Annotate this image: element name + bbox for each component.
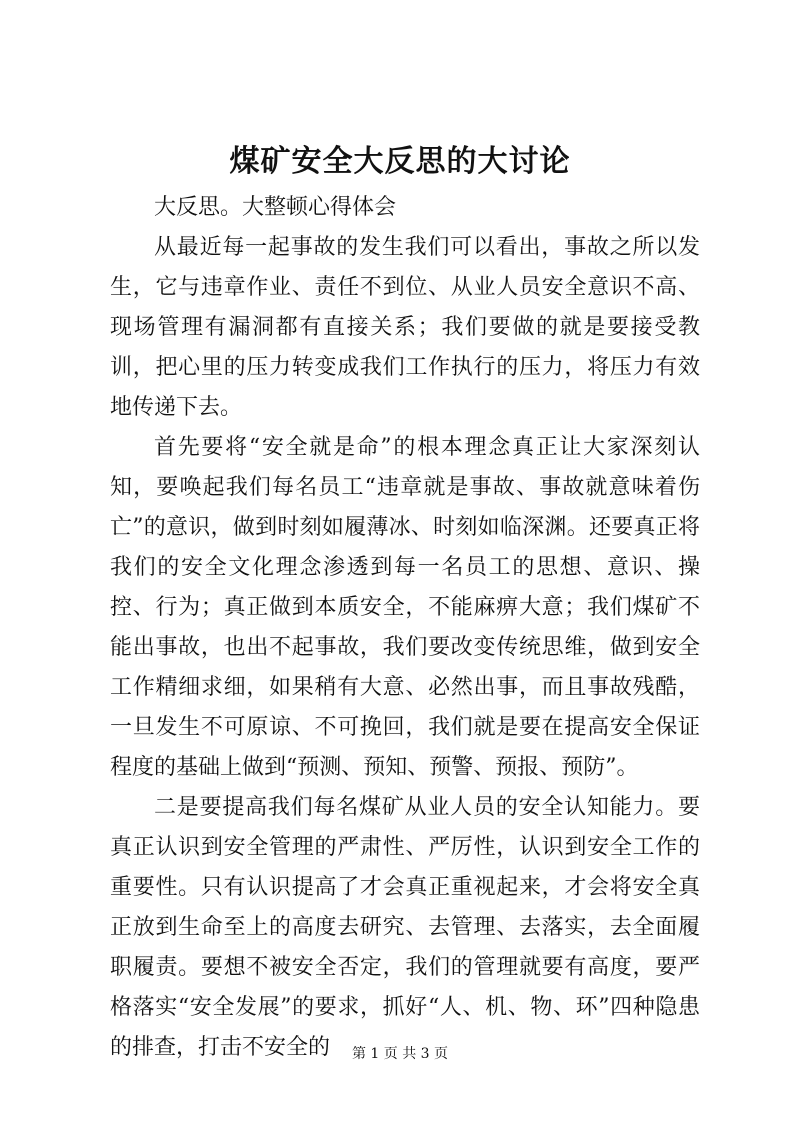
paragraph-2: 首先要将“安全就是命”的根本理念真正让大家深刻认知，要唤起我们每名员工“违章就是事故、事故就意味着伤亡”的意识，做到时刻如履薄冰、时刻如临深渊。还要真正将我们的安全文化理念渗透到每一名员工的思想、意识、操控、行为；真正做到本质安全，不能麻痹大意；我们煤矿不能出事故，也出不起事故，我们要改变传统思维，做到安全工作精细求细，如果稍有大意、必然出事，而且事故残酷，一旦发生不可原谅、不可挽回，我们就是要在提高安全保证程度的基础上做到“预测、预知、预警、预报、预防”。 <box>110 435 700 780</box>
paragraph-subtitle: 大反思。大整顿心得体会 <box>154 195 397 220</box>
document-body <box>110 188 700 1068</box>
page-footer: 第 1 页 共 3 页 <box>351 1046 449 1062</box>
document-title: 煤矿安全大反思的大讨论 <box>229 144 571 179</box>
paragraph-3: 二是要提高我们每名煤矿从业人员的安全认知能力。要真正认识到安全管理的严肃性、严厉性，认识到安全工作的重要性。只有认识提高了才会真正重视起来，才会将安全真正放到生命至上的高度去研究、去管理、去落实，去全面履职履责。要想不被安全否定，我们的管理就要有高度，要严格落实“安全发展”的要求，抓好“人、机、物、环”四种隐患的排查，打击不安全的 <box>110 795 700 1060</box>
paragraph-1: 从最近每一起事故的发生我们可以看出，事故之所以发生，它与违章作业、责任不到位、从业人员安全意识不高、现场管理有漏洞都有直接关系；我们要做的就是要接受教训，把心里的压力转变成我们工作执行的压力，将压力有效地传递下去。 <box>110 235 700 420</box>
